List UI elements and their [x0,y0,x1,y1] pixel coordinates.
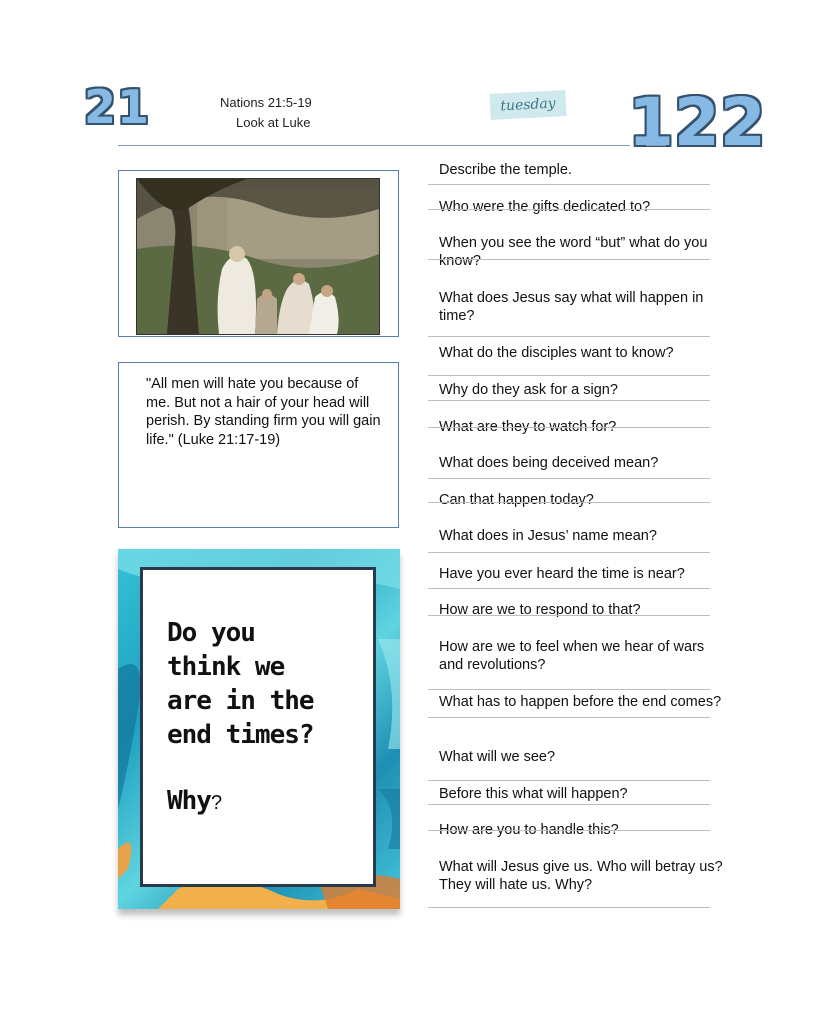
art-line-3: are in the [167,686,314,716]
reference-line-1: Nations 21:5-19 [220,95,312,110]
answer-line [428,907,710,908]
question-6: Why do they ask for a sign? [439,382,618,398]
answer-line [428,400,710,401]
art-card-note [140,567,376,887]
art-line-2: think we [167,652,285,682]
painting-illustration [137,179,379,334]
answer-line [428,588,710,589]
question-4: What does Jesus say what will happen in time? [439,290,704,324]
answer-line [428,427,710,428]
answer-line [428,552,710,553]
weekday-label: tuesday [489,90,566,120]
question-13: How are we to feel when we hear of wars and revolutions? [439,639,705,673]
question-5: What do the disciples want to know? [439,345,674,361]
answer-line [428,259,710,260]
question-16: Before this what will happen? [439,786,628,802]
answer-line [428,375,710,376]
art-line-4: end times? [167,720,314,750]
chapter-number: 122 [628,84,766,161]
question-12: How are we to respond to that? [439,602,641,618]
answer-line [428,478,710,479]
answer-line [428,804,710,805]
answer-line [428,209,710,210]
quote-box [118,362,399,528]
question-18: What will Jesus give us. Who will betray us? They will hate us. Why? [439,859,723,893]
question-10: What does in Jesus’ name mean? [439,528,657,544]
question-2: Who were the gifts dedicated to? [439,199,651,215]
art-question-word: Why [167,786,211,816]
art-line-1: Do you [167,618,255,648]
answer-line [428,502,710,503]
question-9: Can that happen today? [439,492,594,508]
answer-line [428,830,710,831]
answer-line [428,615,710,616]
reference-line-2: Look at Luke [236,115,311,130]
header-divider [118,145,630,146]
header-divider-right [646,145,666,146]
painting-jesus-with-disciples [136,178,380,335]
day-number: 21 [84,80,151,134]
question-15: What will we see? [439,749,556,765]
question-11: Have you ever heard the time is near? [439,566,685,582]
art-question [167,786,221,816]
question-17: How are you to handle this? [439,822,619,838]
question-8: What does being deceived mean? [439,455,659,471]
painting-frame [118,170,399,337]
question-1: Describe the temple. [439,162,572,178]
question-14: What has to happen before the end comes? [439,694,722,710]
answer-line [428,717,710,718]
answer-line [428,184,710,185]
art-card [118,549,400,909]
answer-line [428,689,710,690]
art-question-mark: ? [210,792,222,814]
answer-line [428,336,710,337]
scripture-quote: "All men will hate you because of me. But not a hair of your head will perish. By standing firm you will gain life." (Luke 21:17-19) [146,376,381,448]
question-7: What are they to watch for? [439,419,617,435]
question-3: When you see the word “but” what do you know? [439,235,708,269]
answer-line [428,780,710,781]
